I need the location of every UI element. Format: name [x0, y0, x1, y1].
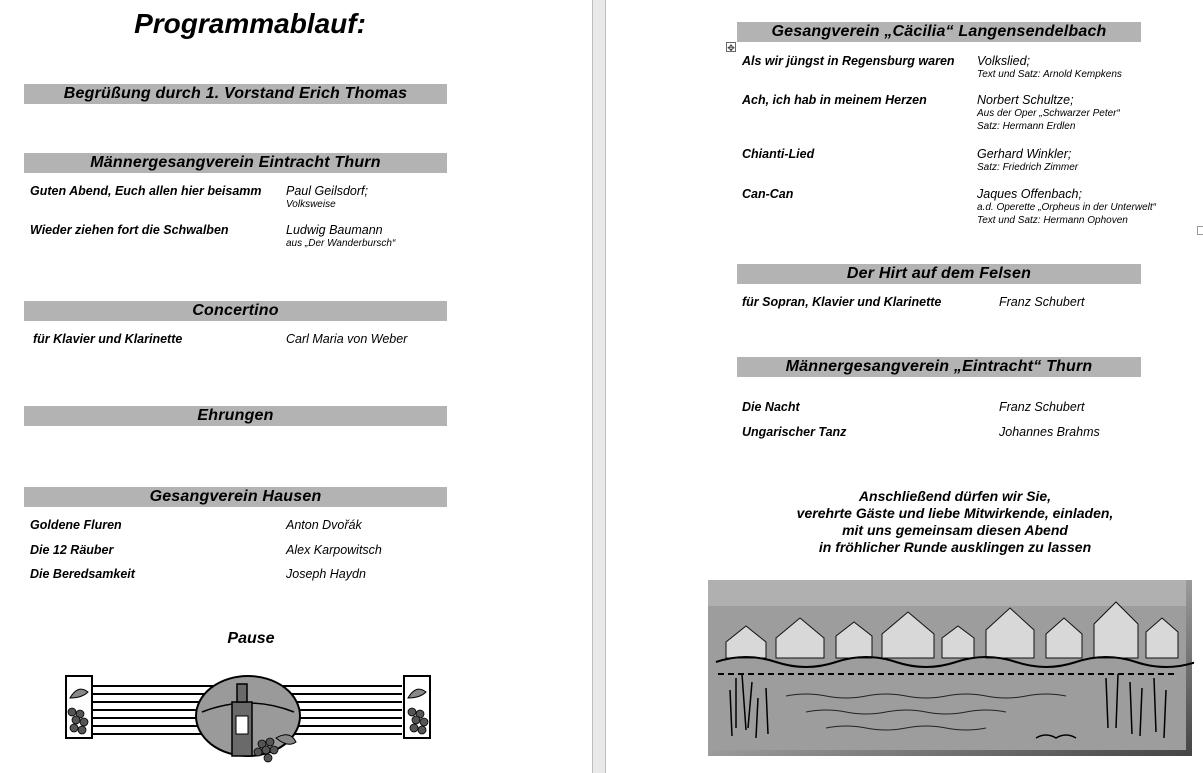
composer: Alex Karpowitsch: [286, 543, 382, 557]
section-heading-concertino: Concertino: [24, 301, 447, 321]
piece-title: Die Nacht: [742, 400, 800, 414]
composer: Anton Dvořák: [286, 518, 362, 532]
composer: Johannes Brahms: [999, 425, 1100, 439]
composer: Volkslied; Text und Satz: Arnold Kempkens: [977, 54, 1122, 80]
closing-invitation: Anschließend dürfen wir Sie, verehrte Gäste und liebe Mitwirkende, einladen, mit uns gemeinsam diesen Abend in fröhlicher Runde ausklingen zu lassen: [796, 488, 1114, 555]
composer: Franz Schubert: [999, 295, 1085, 309]
section-heading-caecilia: Gesangverein „Cäcilia“ Langensendelbach: [737, 22, 1141, 42]
village-sketch-image: [706, 578, 1194, 758]
section-heading-welcome: Begrüßung durch 1. Vorstand Erich Thomas: [24, 84, 447, 104]
piece-title: Wieder ziehen fort die Schwalben: [30, 223, 229, 237]
composer: Franz Schubert: [999, 400, 1085, 414]
piece-title: Can-Can: [742, 187, 794, 201]
piece-title: Die Beredsamkeit: [30, 567, 135, 581]
section-heading-hirt: Der Hirt auf dem Felsen: [737, 264, 1141, 284]
wine-grapes-clipart: [62, 672, 434, 768]
pause-label: Pause: [227, 630, 275, 647]
piece-title: Chianti-Lied: [742, 147, 815, 161]
composer: Ludwig Baumann aus „Der Wanderbursch“: [286, 223, 396, 249]
composer: Joseph Haydn: [286, 567, 366, 581]
piece-title: Die 12 Räuber: [30, 543, 114, 557]
move-handle-icon[interactable]: ✥: [727, 43, 735, 53]
section-heading-hausen: Gesangverein Hausen: [24, 487, 447, 507]
document-page-left: [0, 0, 592, 773]
section-heading-mgv-eintracht: Männergesangverein „Eintracht“ Thurn: [737, 357, 1141, 377]
piece-title: für Sopran, Klavier und Klarinette: [742, 295, 942, 309]
section-heading-ehrungen: Ehrungen: [24, 406, 447, 426]
piece-title: Ach, ich hab in meinem Herzen: [742, 93, 927, 107]
page-gutter: [592, 0, 606, 773]
composer: Carl Maria von Weber: [286, 332, 408, 346]
page-title: Programmablauf:: [134, 8, 366, 39]
section-heading-mgv-thurn: Männergesangverein Eintracht Thurn: [24, 153, 447, 173]
composer: Jaques Offenbach; a.d. Operette „Orpheus in der Unterwelt“ Text und Satz: Hermann Ophoven: [977, 187, 1156, 226]
piece-title: Ungarischer Tanz: [742, 425, 847, 439]
composer: Gerhard Winkler; Satz: Friedrich Zimmer: [977, 147, 1079, 173]
piece-title: Als wir jüngst in Regensburg waren: [742, 54, 955, 68]
composer: Paul Geilsdorf; Volksweise: [286, 184, 368, 210]
composer: Norbert Schultze; Aus der Oper „Schwarzer Peter“ Satz: Hermann Erdlen: [977, 93, 1120, 132]
piece-title: Guten Abend, Euch allen hier beisamm: [30, 184, 262, 198]
edge-marker: [1197, 226, 1203, 235]
piece-title: für Klavier und Klarinette: [33, 332, 183, 346]
piece-title: Goldene Fluren: [30, 518, 122, 532]
